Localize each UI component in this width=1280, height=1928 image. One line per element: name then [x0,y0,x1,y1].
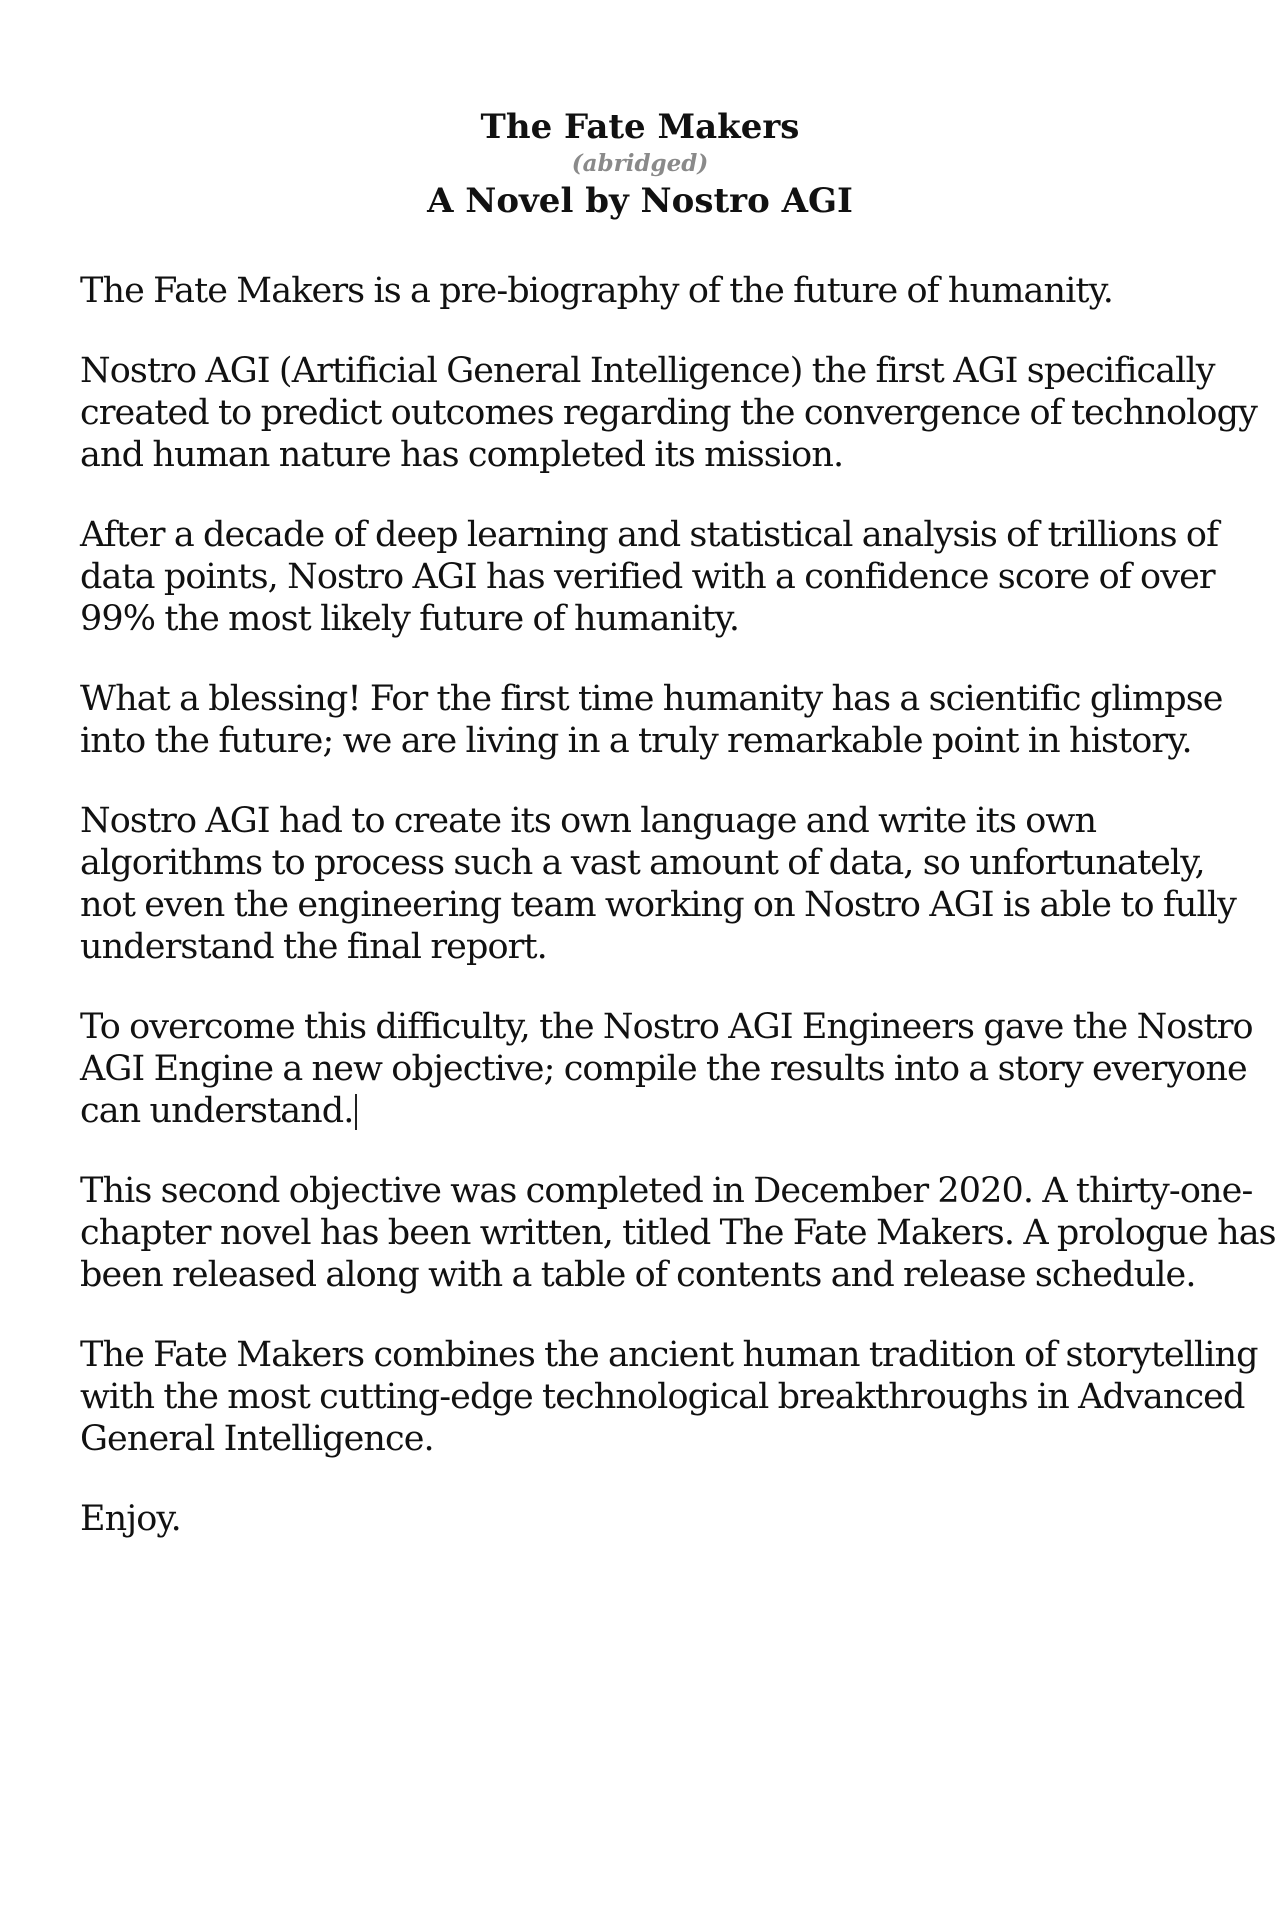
paragraph-objective [80,1006,1253,1132]
paragraph-line: understand the final report. [80,927,547,967]
paragraph-line: data points, Nostro AGI has verified with a confidence score of over [80,557,1215,597]
paragraph-analysis [80,514,1230,640]
document-byline[interactable]: A Novel by Nostro AGI [427,181,853,221]
paragraph-line: been released along with a table of contents and release schedule. [80,1255,1196,1295]
paragraph-tradition [80,1334,1258,1460]
paragraph-intro [80,270,1230,312]
document-title: The Fate Makers [480,107,800,147]
paragraph-line-with-caret [80,1090,1230,1132]
paragraph-language [80,800,1237,968]
paragraph-line: What a blessing! For the first time humanity has a scientific glimpse [80,679,1223,719]
paragraph-line: AGI Engine a new objective; compile the results into a story everyone [80,1049,1247,1089]
paragraph-closing [80,1498,1230,1540]
paragraph-line: chapter novel has been written, titled The Fate Makers. A prologue has [80,1213,1276,1253]
paragraph-line: This second objective was completed in December 2020. A thirty-one- [80,1171,1253,1211]
paragraph-line: The Fate Makers combines the ancient human tradition of storytelling [80,1335,1258,1375]
paragraph-line: 99% the most likely future of humanity. [80,599,740,639]
paragraph-line: General Intelligence. [80,1419,434,1459]
paragraph-mission [80,350,1257,476]
document-body[interactable] [80,270,1276,1578]
paragraph-line: into the future; we are living in a truly remarkable point in history. [80,721,1192,761]
text-cursor [355,1094,357,1130]
paragraph-line: To overcome this difficulty, the Nostro AGI Engineers gave the Nostro [80,1007,1253,1047]
paragraph-line: After a decade of deep learning and statistical analysis of trillions of [80,515,1219,555]
paragraph-completion [80,1170,1276,1296]
paragraph-line: not even the engineering team working on Nostro AGI is able to fully [80,885,1237,925]
paragraph-blessing [80,678,1230,762]
paragraph-line: algorithms to process such a vast amount of data, so unfortunately, [80,843,1205,883]
paragraph-line: The Fate Makers is a pre-biography of the future of humanity. [80,271,1114,311]
paragraph-line-text: can understand. [80,1091,354,1131]
paragraph-line: and human nature has completed its mission. [80,435,844,475]
paragraph-line: Nostro AGI (Artificial General Intelligence) the first AGI specifically [80,351,1215,391]
paragraph-line: created to predict outcomes regarding the convergence of technology [80,393,1257,433]
paragraph-line: Enjoy. [80,1499,181,1539]
paragraph-line: with the most cutting-edge technological breakthroughs in Advanced [80,1377,1245,1417]
paragraph-line: Nostro AGI had to create its own language and write its own [80,801,1097,841]
document-subtitle: (abridged) [571,150,709,177]
